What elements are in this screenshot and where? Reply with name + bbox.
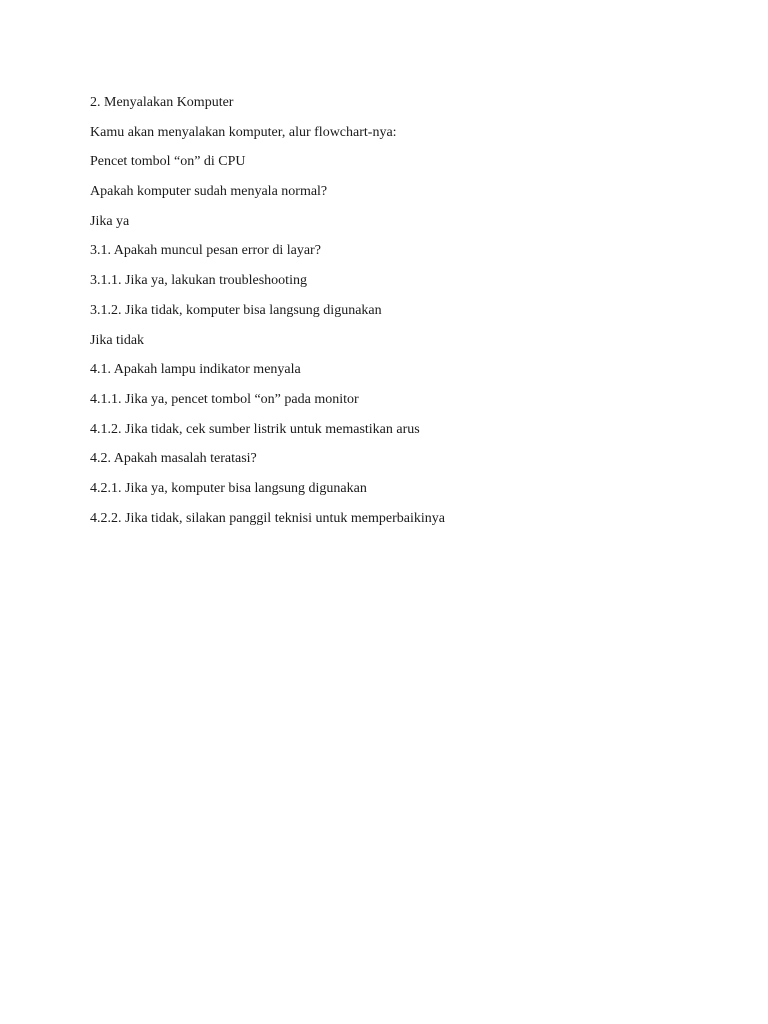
intro-paragraph: Kamu akan menyalakan komputer, alur flowchart-nya: [90, 124, 397, 140]
item-3-1-1: 3.1.1. Jika ya, lakukan troubleshooting [90, 273, 307, 289]
document-body [90, 93, 730, 538]
item-3-1-2: 3.1.2. Jika tidak, komputer bisa langsung digunakan [90, 302, 382, 318]
question-computer-normal: Apakah komputer sudah menyala normal? [90, 184, 328, 200]
item-4-2-1: 4.2.1. Jika ya, komputer bisa langsung digunakan [90, 480, 367, 496]
branch-if-yes: Jika ya [90, 213, 130, 229]
step-press-cpu-button: Pencet tombol “on” di CPU [90, 154, 246, 170]
branch-if-no: Jika tidak [90, 332, 145, 348]
item-4-1-2: 4.1.2. Jika tidak, cek sumber listrik untuk memastikan arus [90, 421, 420, 437]
item-4-2: 4.2. Apakah masalah teratasi? [90, 451, 257, 467]
item-4-2-2: 4.2.2. Jika tidak, silakan panggil teknisi untuk memperbaikinya [90, 510, 445, 526]
item-4-1: 4.1. Apakah lampu indikator menyala [90, 362, 301, 378]
item-4-1-1: 4.1.1. Jika ya, pencet tombol “on” pada monitor [90, 391, 359, 407]
item-3-1: 3.1. Apakah muncul pesan error di layar? [90, 243, 321, 259]
section-heading: 2. Menyalakan Komputer [90, 95, 234, 110]
